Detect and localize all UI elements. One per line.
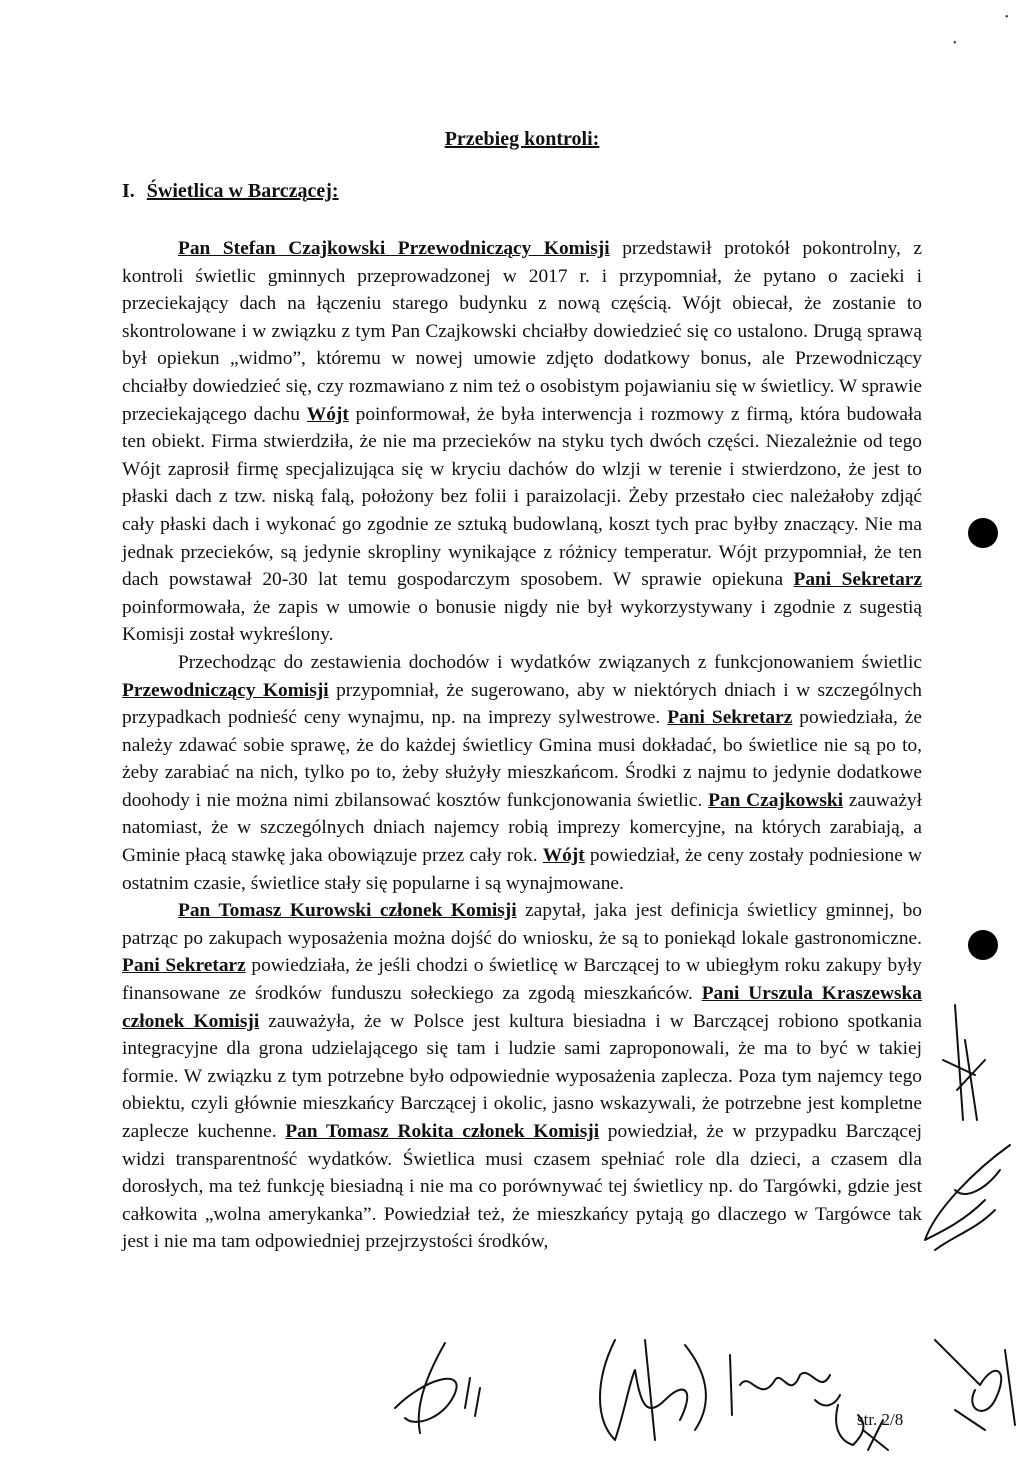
paragraph-text: Przechodząc do zestawienia dochodów i wydatków związanych z funkcjonowaniem świetlic bbox=[178, 651, 922, 673]
paragraph bbox=[122, 897, 922, 1256]
paragraph-text: poinformowała, że zapis w umowie o bonusie nigdy nie był wykorzystywany i zgodnie z sugestią Komisji został wykreślony. bbox=[122, 596, 922, 646]
section-number: I. bbox=[122, 180, 135, 202]
paragraph-text: powiedział, że ceny zostały podniesione w ostatnim czasie, świetlice stały się popularne i są wynajmowane. bbox=[122, 845, 922, 894]
paragraph-text: zapytał, jaka jest definicja świetlicy gminnej, bo patrząc po zakupach wyposażenia można dojść do wniosku, że są to poniekąd lokale gastronomiczne. bbox=[122, 900, 922, 949]
speaker-name: Pan Tomasz Rokita członek Komisji bbox=[285, 1121, 600, 1142]
paragraph-text: zauważył natomiast, że w szczególnych dniach najemcy robią imprezy komercyjne, na których zarabiają, a Gminie płacą stawkę jaka obowiązuje przez cały rok. bbox=[122, 789, 923, 867]
speaker-name: Pan Tomasz Kurowski członek Komisji bbox=[178, 900, 517, 922]
margin-signature-icon bbox=[935, 1000, 995, 1130]
speaker-name: Wójt bbox=[542, 845, 585, 867]
margin-signature-icon bbox=[915, 1140, 1015, 1260]
speaker-name: Pan Stefan Czajkowski Przewodniczący Komisji bbox=[178, 238, 610, 259]
scan-mark-icon: • bbox=[953, 38, 957, 49]
signature-icon bbox=[585, 1330, 725, 1450]
speaker-name: Pani Urszula Kraszewska członek Komisji bbox=[122, 983, 922, 1032]
speaker-name: Pani Sekretarz bbox=[122, 955, 246, 977]
speaker-name: Pani Sekretarz bbox=[793, 569, 922, 591]
document-body bbox=[122, 235, 922, 1256]
paragraph-text: powiedział, że w przypadku Barczącej widzi transparentność wydatków. Świetlica musi czasem spełniać role dla dzieci, a czasem dla dorosłych, ma też funkcję biesiadną i nie ma co porównywać tej świetlicy np. do Targówki, gdzie jest całkowita „wolna amerykanka”. Powiedział też, że mieszkańcy pytają go dlaczego w Targówce tak jest i nie ma tam odpowiedniej przejrzystości środków, bbox=[122, 1121, 922, 1253]
scan-mark-icon: • bbox=[1005, 12, 1009, 23]
speaker-name: Pan Czajkowski bbox=[708, 789, 844, 811]
punch-hole-icon bbox=[968, 518, 998, 548]
punch-hole-icon bbox=[968, 930, 998, 960]
paragraph bbox=[122, 235, 922, 649]
paragraph-text: powiedziała, że należy zdawać sobie sprawę, że do każdej świetlicy Gmina musi dokładać, bo świetlice nie są po to, żeby zarabiać na nich, tylko po to, żeby służyły mieszkańcom. Środki z najmu to jedynie dodatkowe doohody i nie można nimi zbilansować kosztów funkcjonowania świetlic. bbox=[122, 707, 923, 811]
page-title: Przebieg kontroli: bbox=[444, 128, 600, 150]
paragraph-text: powiedziała, że jeśli chodzi o świetlicę w Barczącej to w ubiegłym roku zakupy były finansowane ze środków funduszu sołeckiego za zgodą mieszkańców. bbox=[122, 955, 922, 1005]
page-number: str. 2/8 bbox=[857, 1410, 904, 1429]
paragraph-text: zauważyła, że w Polsce jest kultura biesiadna i w Barczącej robiono spotkania integracyjne dla grona udzielającego się tam i ludzie sami zaproponowali, że ma to być w takiej formie. W związku z tym potrzebne było odpowiednie wyposażenia zaplecza. Poza tym najemcy tego obiektu, czyli głównie mieszkańcy Barczącej i okolic, jasno wskazywali, że potrzebne jest kompletne zaplecze kuchenne. bbox=[122, 1010, 922, 1142]
paragraph-text: przypomniał, że sugerowano, aby w niektórych dniach i w szczególnych przypadkach podnieść ceny wynajmu, np. na imprezy sylwestrowe. bbox=[122, 679, 922, 729]
signature-icon bbox=[385, 1338, 495, 1438]
section-label: Świetlica w Barczącej: bbox=[146, 180, 339, 202]
margin-signature-icon bbox=[925, 1330, 1020, 1440]
paragraph-text: poinformował, że była interwencja i rozmowy z firmą, która budowała ten obiekt. Firma stwierdziła, że nie ma przecieków na styku tych dwóch części. Niezależnie od tego Wójt zaprosił firmę specjalizująca się w kryciu dachów do wlzji w terenie i stwierdzono, że jest to płaski dach z tzw. niską falą, położony bez folii i paraizolacji. Żeby przestało ciec należałoby zdjąć cały płaski dach i wykonać go zgodnie ze sztuką budowlaną, koszt tych prac byłby znaczący. Nie ma jednak przecieków, są jedynie skropliny wynikające z różnicy temperatur. Wójt przypomniał, że ten dach powstawał 20-30 lat temu gospodarczym sposobem. W sprawie opiekuna bbox=[122, 403, 923, 591]
speaker-name: Wójt bbox=[306, 403, 349, 425]
paragraph bbox=[122, 649, 922, 897]
section-heading bbox=[122, 180, 339, 203]
paragraph-text: przedstawił protokół pokontrolny, z kontroli świetlic gminnych przeprowadzonej w 2017 r. i przypomniał, że pytano o zacieki i przeciekający dach na łączeniu starego budynku z nową częścią. Wójt obiecał, że zostanie to skontrolowane i w związku z tym Pan Czajkowski chciałby dowiedzieć się co ustalono. Drugą sprawą był opiekun „widmo”, któremu w nowej umowie zdjęto dodatkowy bonus, ale Przewodniczący chciałby dowiedzieć się, czy rozmawiano z nim też o osobistym pojawianiu się w świetlicy. W sprawie przeciekającego dachu bbox=[122, 238, 923, 425]
speaker-name: Pani Sekretarz bbox=[667, 707, 793, 729]
speaker-name: Przewodniczący Komisji bbox=[122, 679, 329, 701]
